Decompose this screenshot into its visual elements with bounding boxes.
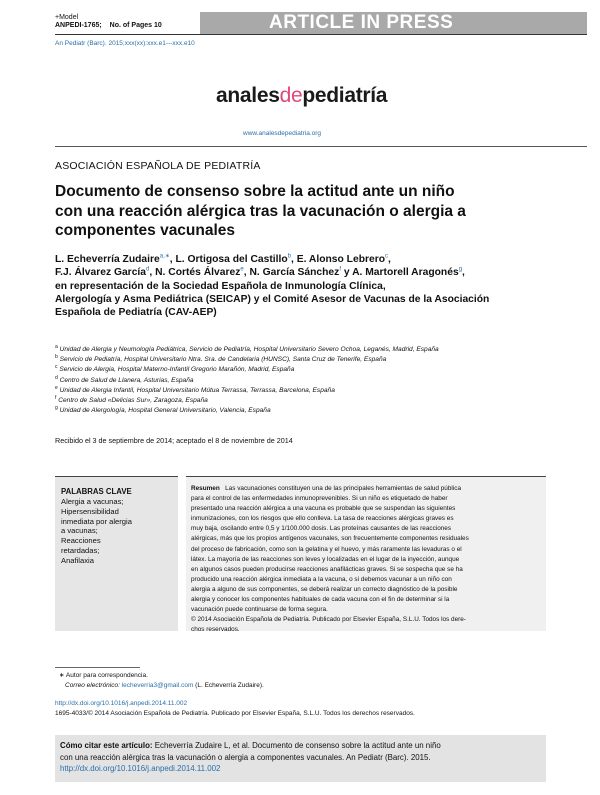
author-line (55, 253, 555, 266)
author-name: E. Alonso Lebrero (296, 254, 386, 265)
journal-website[interactable]: www.analesdepediatria.org (243, 130, 322, 137)
cite-lead: Cómo citar este artículo: (60, 741, 153, 750)
article-title (55, 182, 555, 241)
affiliation-sup: f (55, 394, 57, 401)
author-name: N. García Sánchez (249, 267, 340, 279)
affiliation-sup: b (55, 354, 58, 361)
abstract-rule (186, 476, 546, 477)
affiliation-sup: c (55, 364, 58, 371)
keywords-rule (55, 476, 178, 477)
doi-block (55, 699, 555, 719)
abstract-line: inmunizaciones, con los riesgos que ello conlleva. La tasa de reacciones alérgicas graves es (191, 515, 454, 523)
title-line: con una reacción alérgica tras la vacunación o alergia a (55, 202, 466, 220)
title-line: Documento de consenso sobre la actitud ante un niño (55, 183, 455, 200)
affiliation-sup: e (55, 384, 58, 391)
author-sup[interactable]: a,∗ (159, 253, 170, 260)
header-pages: No. of Pages 10 (109, 22, 162, 29)
author-name: A. Martorell Aragonés (352, 267, 459, 279)
affiliation-sup: a (55, 343, 58, 350)
abstract-line-text: Las vacunaciones constituyen una de las principales herramientas de salud pública (225, 485, 461, 492)
license-text: 1695-4033/© 2014 Asociación Española de Pediatría. Publicado por Elsevier España, S.L.U. Todos los derechos reservados. (55, 710, 415, 717)
affiliation-item (55, 355, 555, 365)
header-model: +Model (55, 14, 79, 21)
header-ref-id: ANPEDI-1765; (55, 22, 102, 29)
affiliation-text: Centro de Salud de Llanera, Asturias, España (59, 376, 194, 384)
doi-link[interactable]: http://dx.doi.org/10.1016/j.anpedi.2014.11.002 (55, 700, 188, 707)
abstract-label: Resumen (191, 485, 220, 492)
author-sep: , (388, 254, 391, 265)
abstract-line: vacunación puede continuarse de forma segura. (191, 606, 328, 614)
author-sup[interactable]: f (339, 266, 341, 273)
author-group-line: Española de Pediatría (CAV-AEP) (55, 307, 217, 319)
affiliation-sup: d (55, 374, 58, 381)
abstract-line: para el control de las enfermedades inmunoprevenibles. Si un niño es etiquetado de haber (191, 495, 448, 503)
abstract-line: del proceso de fabricación, como son la gelatina y el huevo, y más raramente las levaduras o el (191, 545, 462, 553)
abstract-line: muy baja, oscilando entre 0,5 y 1/100.000 dosis. Las proteínas causantes de las reacciones (191, 525, 452, 533)
cite-doi-link[interactable]: http://dx.doi.org/10.1016/j.anpedi.2014.11.002 (60, 764, 221, 774)
keyword-item: Hipersensibilidad (61, 506, 119, 516)
email-owner: (L. Echeverría Zudaire). (195, 682, 264, 689)
author-name: F.J. Álvarez García (55, 267, 147, 279)
section-heading: ASOCIACIÓN ESPAÑOLA DE PEDIATRÍA (55, 160, 261, 172)
keyword-item: a vacunas; (61, 526, 98, 536)
how-to-cite-text (60, 740, 541, 775)
author-sep: , (243, 267, 250, 279)
affiliation-text: Centro de Salud «Delicias Sur», Zaragoza, España (58, 397, 208, 405)
affiliation-item (55, 386, 555, 396)
keyword-item: retardadas; (61, 545, 100, 555)
affiliation-text: Servicio de Pediatría, Hospital Universitario Ntra. Sra. de Candelaria (HUNSC), Santa Cruz de Tenerife, España (59, 356, 387, 364)
email-label: Correo electrónico: (65, 682, 120, 689)
author-sep: , (169, 254, 176, 265)
author-list (55, 253, 555, 319)
abstract-box (186, 476, 546, 634)
email-link[interactable]: lecheverria3@gmail.com (121, 682, 194, 689)
email-line (55, 681, 555, 691)
affiliation-item (55, 396, 555, 406)
affiliation-item (55, 365, 555, 375)
cite-line: con una reacción alérgica tras la vacunación o alergia a componentes vacunales. An Pediatr (Barc). 2015. (60, 752, 431, 762)
abstract-line: presentado una reacción alérgica a una vacuna es probable que se suspendan las siguientes (191, 505, 456, 513)
logo-part3: pediatría (302, 84, 388, 107)
author-name: L. Ortigosa del Castillo (175, 254, 288, 265)
header-citation[interactable]: An Pediatr (Barc). 2015;xxx(xx):xxx.e1---xxx.e10 (55, 40, 195, 47)
author-sep: , (290, 254, 297, 265)
how-to-cite-box (55, 735, 546, 782)
abstract-text (191, 484, 543, 635)
abstract-line: látex. La mayoría de las reacciones son leves y localizadas en el lugar de la inyección, aunque (191, 555, 460, 563)
affiliation-list (55, 345, 555, 416)
author-sep: , (149, 267, 156, 279)
keyword-item: Alergia a vacunas; (61, 497, 124, 506)
logo-part1: anales (216, 84, 280, 107)
footnote-rule (55, 667, 140, 668)
keywords-box (55, 476, 178, 631)
journal-logo (216, 84, 387, 108)
author-sup[interactable]: e (240, 266, 244, 273)
press-label: ARTICLE IN PRESS (269, 12, 454, 33)
received-dates: Recibido el 3 de septiembre de 2014; aceptado el 8 de noviembre de 2014 (55, 436, 293, 445)
keywords-title: PALABRAS CLAVE (61, 487, 132, 496)
keyword-item: Anafilaxia (61, 555, 94, 565)
affiliation-item (55, 345, 555, 355)
author-line (55, 266, 555, 279)
header-rule (55, 34, 587, 35)
cite-line-rest: Echeverría Zudaire L, et al. Documento de consenso sobre la actitud ante un niño (154, 741, 441, 750)
title-line: componentes vacunales (55, 222, 236, 239)
author-sep: y (340, 267, 353, 279)
author-sep: , (462, 267, 465, 279)
affiliation-text: Unidad de Alergología, Hospital General Universitario, Valencia, España (59, 407, 271, 415)
header-ref (55, 22, 162, 31)
copyright-line: chos reservados. (191, 626, 240, 634)
logo-part2: de (279, 84, 303, 107)
logo-rule (55, 146, 587, 147)
affiliation-text: Unidad de Alergia Infantil, Hospital Universitario Mútua Terrassa, Terrassa, Barcelona, España (59, 386, 335, 394)
abstract-line: alergia y conocer los componentes habituales de cada vacuna con el fin de determinar si la (191, 596, 450, 604)
keyword-item: inmediata por alergia (61, 516, 132, 526)
abstract-line: alergia a alguno de sus componentes, se deberá realizar un correcto diagnóstico de la posible (191, 585, 458, 593)
keywords-list (61, 497, 132, 566)
author-name: N. Cortés Álvarez (155, 267, 241, 279)
corresponding-author: ∗ Autor para correspondencia. (59, 672, 148, 679)
author-sup[interactable]: g (458, 266, 463, 273)
author-sup[interactable]: b (287, 253, 291, 260)
abstract-line: alérgicas, más que los propios antígenos vacunales, son frecuentemente componentes residuales (191, 535, 469, 543)
author-sup[interactable]: d (146, 266, 150, 273)
author-group-line: en representación de la Sociedad Española de Inmunología Clínica, (55, 280, 386, 292)
affiliation-text: Unidad de Alergia y Neumología Pediátrica, Servicio de Pediatría, Hospital Universitario Severo Ochoa, Leganés, Madrid, España (59, 346, 439, 353)
abstract-line: producido una reacción alérgica inmediata a la vacuna, o si debemos vacunar a un niño con (191, 575, 452, 583)
affiliation-item (55, 406, 555, 416)
author-sup[interactable]: c (385, 253, 389, 260)
footnotes (55, 671, 555, 691)
author-group-line: Alergología y Asma Pediátrica (SEICAP) y el Comité Asesor de Vacunas de la Asociación (55, 293, 490, 305)
keyword-item: Reacciones (61, 536, 101, 546)
affiliation-sup: g (55, 405, 58, 412)
abstract-line (191, 484, 543, 494)
abstract-line: en algunos casos pueden producirse reacciones anafilácticas graves. Si se sospecha que se ha (191, 565, 463, 573)
copyright-line: © 2014 Asociación Española de Pediatría. Publicado por Elsevier España, S.L.U. Todos los dere- (191, 616, 466, 624)
cite-line (60, 740, 541, 752)
affiliation-item (55, 376, 555, 386)
author-name: L. Echeverría Zudaire (55, 254, 160, 265)
affiliation-text: Servicio de Alergia, Hospital Materno-Infantil Gregorio Marañón, Madrid, España (59, 366, 295, 374)
